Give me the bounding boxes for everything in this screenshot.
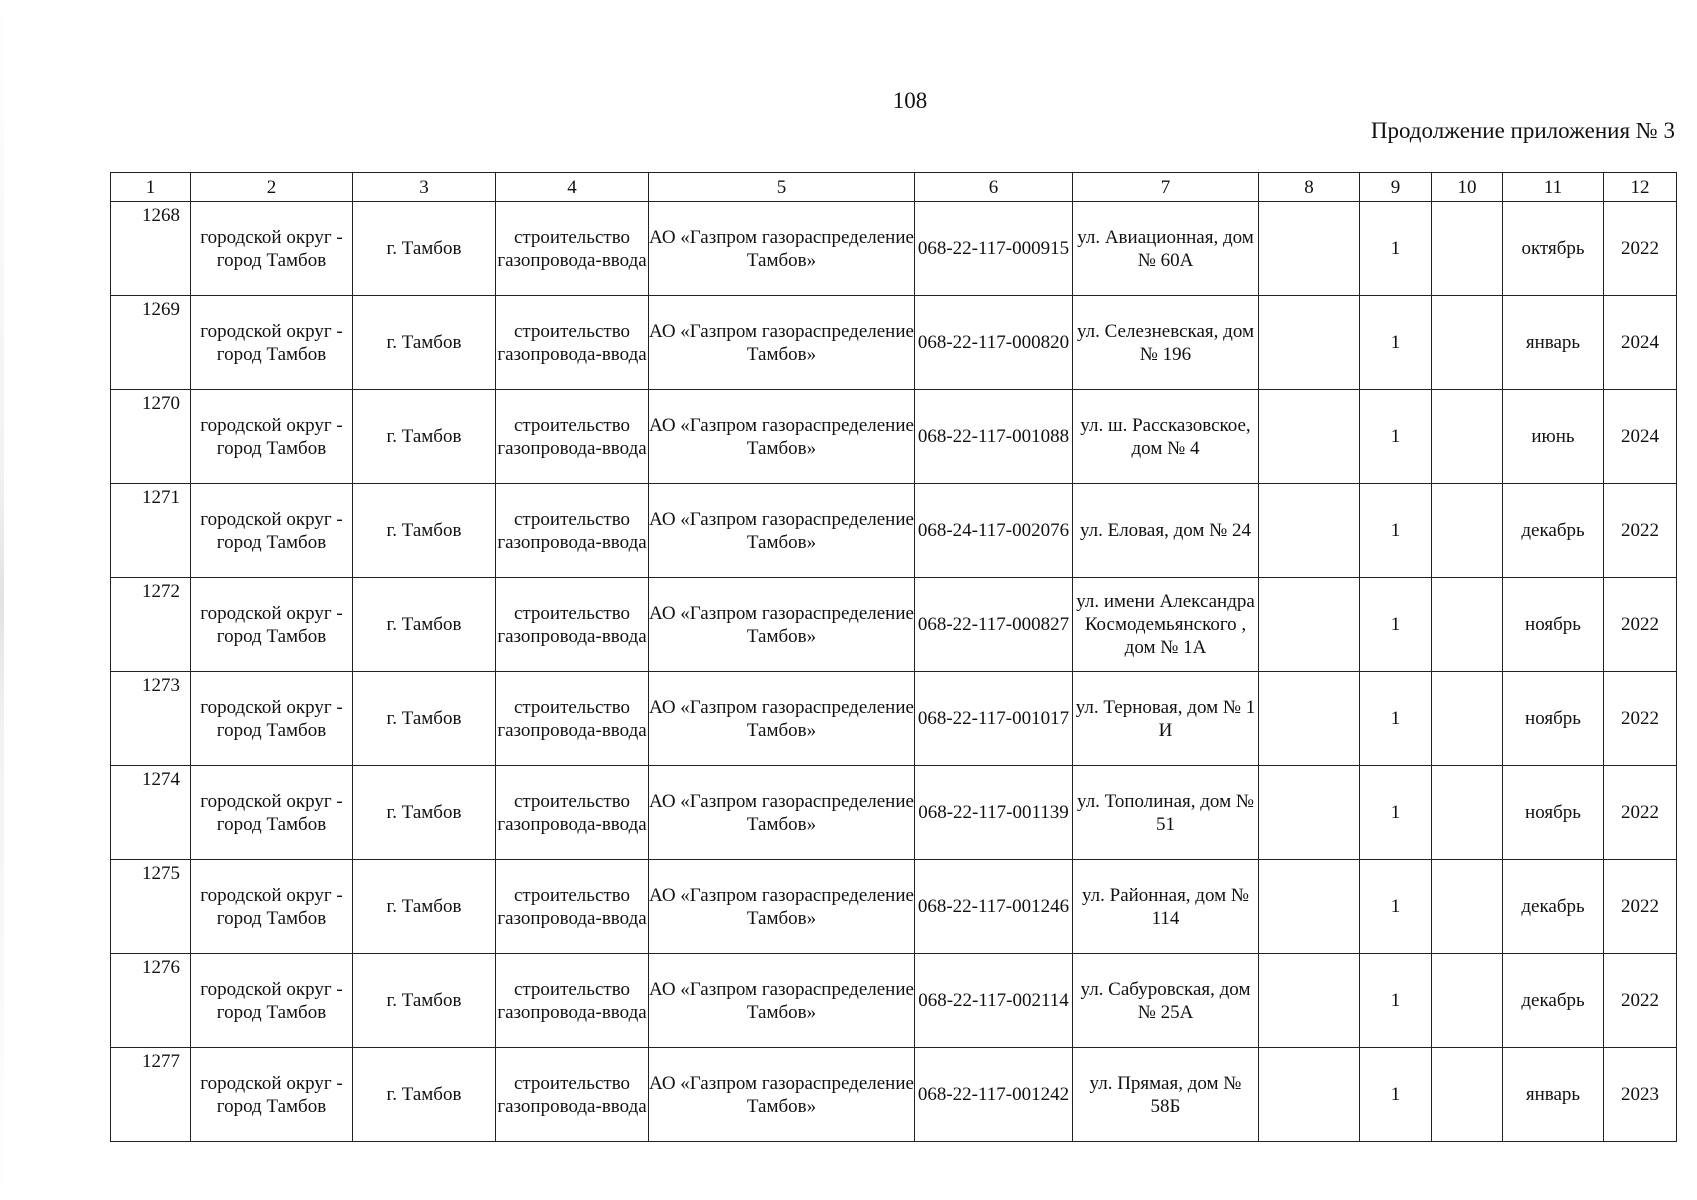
- row-number: 1274: [111, 766, 191, 860]
- municipality-cell: городской округ - город Тамбов: [191, 766, 353, 860]
- municipality-cell: городской округ - город Тамбов: [191, 202, 353, 296]
- empty-cell: [1259, 202, 1360, 296]
- work-type-cell: строительство газопровода-ввода: [496, 672, 649, 766]
- table-row: [111, 672, 1677, 766]
- row-number: 1269: [111, 296, 191, 390]
- table-row: [111, 202, 1677, 296]
- address-cell: ул. Сабуровская, дом № 25А: [1073, 954, 1259, 1048]
- organization-cell: АО «Газпром газораспределение Тамбов»: [649, 484, 915, 578]
- column-header: 12: [1604, 173, 1677, 202]
- settlement-cell: г. Тамбов: [353, 484, 496, 578]
- header-row: [111, 173, 1677, 202]
- organization-cell: АО «Газпром газораспределение Тамбов»: [649, 578, 915, 672]
- table-row: [111, 390, 1677, 484]
- municipality-cell: городской округ - город Тамбов: [191, 296, 353, 390]
- year-cell: 2022: [1604, 672, 1677, 766]
- address-cell: ул. Тополиная, дом № 51: [1073, 766, 1259, 860]
- empty-cell: [1432, 1048, 1503, 1142]
- year-cell: 2022: [1604, 860, 1677, 954]
- table-row: [111, 296, 1677, 390]
- settlement-cell: г. Тамбов: [353, 860, 496, 954]
- empty-cell: [1432, 202, 1503, 296]
- empty-cell: [1259, 672, 1360, 766]
- work-type-cell: строительство газопровода-ввода: [496, 390, 649, 484]
- organization-cell: АО «Газпром газораспределение Тамбов»: [649, 954, 915, 1048]
- row-number: 1272: [111, 578, 191, 672]
- month-cell: ноябрь: [1503, 766, 1604, 860]
- settlement-cell: г. Тамбов: [353, 1048, 496, 1142]
- empty-cell: [1432, 484, 1503, 578]
- empty-cell: [1259, 954, 1360, 1048]
- column-header: 10: [1432, 173, 1503, 202]
- settlement-cell: г. Тамбов: [353, 766, 496, 860]
- address-cell: ул. Прямая, дом № 58Б: [1073, 1048, 1259, 1142]
- work-type-cell: строительство газопровода-ввода: [496, 1048, 649, 1142]
- code-cell: 068-22-117-001139: [915, 766, 1073, 860]
- organization-cell: АО «Газпром газораспределение Тамбов»: [649, 1048, 915, 1142]
- address-cell: ул. Селезневская, дом № 196: [1073, 296, 1259, 390]
- code-cell: 068-22-117-001242: [915, 1048, 1073, 1142]
- column-header: 2: [191, 173, 353, 202]
- year-cell: 2022: [1604, 954, 1677, 1048]
- code-cell: 068-22-117-001088: [915, 390, 1073, 484]
- settlement-cell: г. Тамбов: [353, 390, 496, 484]
- column-header: 5: [649, 173, 915, 202]
- table-row: [111, 766, 1677, 860]
- settlement-cell: г. Тамбов: [353, 954, 496, 1048]
- column-header: 1: [111, 173, 191, 202]
- work-type-cell: строительство газопровода-ввода: [496, 766, 649, 860]
- year-cell: 2024: [1604, 390, 1677, 484]
- empty-cell: [1259, 296, 1360, 390]
- column-header: 3: [353, 173, 496, 202]
- column-header: 6: [915, 173, 1073, 202]
- work-type-cell: строительство газопровода-ввода: [496, 296, 649, 390]
- empty-cell: [1259, 390, 1360, 484]
- empty-cell: [1432, 390, 1503, 484]
- empty-cell: [1259, 1048, 1360, 1142]
- organization-cell: АО «Газпром газораспределение Тамбов»: [649, 860, 915, 954]
- quantity-cell: 1: [1360, 578, 1432, 672]
- column-header: 9: [1360, 173, 1432, 202]
- month-cell: октябрь: [1503, 202, 1604, 296]
- organization-cell: АО «Газпром газораспределение Тамбов»: [649, 296, 915, 390]
- row-number: 1270: [111, 390, 191, 484]
- quantity-cell: 1: [1360, 1048, 1432, 1142]
- year-cell: 2022: [1604, 578, 1677, 672]
- work-type-cell: строительство газопровода-ввода: [496, 954, 649, 1048]
- column-header: 8: [1259, 173, 1360, 202]
- address-cell: ул. имени Александра Космодемьянского , дом № 1А: [1073, 578, 1259, 672]
- organization-cell: АО «Газпром газораспределение Тамбов»: [649, 766, 915, 860]
- address-cell: ул. Авиационная, дом № 60А: [1073, 202, 1259, 296]
- column-header: 4: [496, 173, 649, 202]
- municipality-cell: городской округ - город Тамбов: [191, 860, 353, 954]
- quantity-cell: 1: [1360, 766, 1432, 860]
- empty-cell: [1259, 484, 1360, 578]
- empty-cell: [1432, 954, 1503, 1048]
- table-row: [111, 484, 1677, 578]
- code-cell: 068-22-117-001017: [915, 672, 1073, 766]
- row-number: 1276: [111, 954, 191, 1048]
- year-cell: 2022: [1604, 202, 1677, 296]
- code-cell: 068-24-117-002076: [915, 484, 1073, 578]
- code-cell: 068-22-117-001246: [915, 860, 1073, 954]
- municipality-cell: городской округ - город Тамбов: [191, 484, 353, 578]
- code-cell: 068-22-117-000827: [915, 578, 1073, 672]
- month-cell: ноябрь: [1503, 672, 1604, 766]
- settlement-cell: г. Тамбов: [353, 578, 496, 672]
- row-number: 1271: [111, 484, 191, 578]
- municipality-cell: городской округ - город Тамбов: [191, 954, 353, 1048]
- year-cell: 2023: [1604, 1048, 1677, 1142]
- quantity-cell: 1: [1360, 484, 1432, 578]
- empty-cell: [1432, 766, 1503, 860]
- empty-cell: [1432, 672, 1503, 766]
- municipality-cell: городской округ - город Тамбов: [191, 578, 353, 672]
- row-number: 1277: [111, 1048, 191, 1142]
- year-cell: 2022: [1604, 484, 1677, 578]
- year-cell: 2024: [1604, 296, 1677, 390]
- empty-cell: [1259, 860, 1360, 954]
- month-cell: январь: [1503, 296, 1604, 390]
- code-cell: 068-22-117-000820: [915, 296, 1073, 390]
- quantity-cell: 1: [1360, 202, 1432, 296]
- address-cell: ул. ш. Рассказовское, дом № 4: [1073, 390, 1259, 484]
- address-cell: ул. Районная, дом № 114: [1073, 860, 1259, 954]
- municipality-cell: городской округ - город Тамбов: [191, 1048, 353, 1142]
- empty-cell: [1259, 578, 1360, 672]
- year-cell: 2022: [1604, 766, 1677, 860]
- row-number: 1268: [111, 202, 191, 296]
- quantity-cell: 1: [1360, 860, 1432, 954]
- table-row: [111, 860, 1677, 954]
- page-number: 108: [892, 88, 928, 113]
- quantity-cell: 1: [1360, 954, 1432, 1048]
- data-table: [110, 172, 1677, 1142]
- work-type-cell: строительство газопровода-ввода: [496, 578, 649, 672]
- organization-cell: АО «Газпром газораспределение Тамбов»: [649, 202, 915, 296]
- organization-cell: АО «Газпром газораспределение Тамбов»: [649, 390, 915, 484]
- empty-cell: [1432, 296, 1503, 390]
- column-header: 7: [1073, 173, 1259, 202]
- empty-cell: [1432, 578, 1503, 672]
- settlement-cell: г. Тамбов: [353, 296, 496, 390]
- row-number: 1273: [111, 672, 191, 766]
- table-row: [111, 578, 1677, 672]
- settlement-cell: г. Тамбов: [353, 672, 496, 766]
- column-header: 11: [1503, 173, 1604, 202]
- address-cell: ул. Терновая, дом № 1 И: [1073, 672, 1259, 766]
- work-type-cell: строительство газопровода-ввода: [496, 860, 649, 954]
- scan-edge: [0, 0, 4, 1200]
- municipality-cell: городской округ - город Тамбов: [191, 390, 353, 484]
- settlement-cell: г. Тамбов: [353, 202, 496, 296]
- code-cell: 068-22-117-000915: [915, 202, 1073, 296]
- month-cell: декабрь: [1503, 860, 1604, 954]
- work-type-cell: строительство газопровода-ввода: [496, 202, 649, 296]
- organization-cell: АО «Газпром газораспределение Тамбов»: [649, 672, 915, 766]
- code-cell: 068-22-117-002114: [915, 954, 1073, 1048]
- empty-cell: [1259, 766, 1360, 860]
- table-row: [111, 954, 1677, 1048]
- quantity-cell: 1: [1360, 390, 1432, 484]
- empty-cell: [1432, 860, 1503, 954]
- month-cell: ноябрь: [1503, 578, 1604, 672]
- continuation-title: Продолжение приложения № 3: [1370, 118, 1675, 143]
- table-row: [111, 1048, 1677, 1142]
- quantity-cell: 1: [1360, 296, 1432, 390]
- month-cell: июнь: [1503, 390, 1604, 484]
- month-cell: январь: [1503, 1048, 1604, 1142]
- quantity-cell: 1: [1360, 672, 1432, 766]
- work-type-cell: строительство газопровода-ввода: [496, 484, 649, 578]
- municipality-cell: городской округ - город Тамбов: [191, 672, 353, 766]
- month-cell: декабрь: [1503, 484, 1604, 578]
- month-cell: декабрь: [1503, 954, 1604, 1048]
- row-number: 1275: [111, 860, 191, 954]
- address-cell: ул. Еловая, дом № 24: [1073, 484, 1259, 578]
